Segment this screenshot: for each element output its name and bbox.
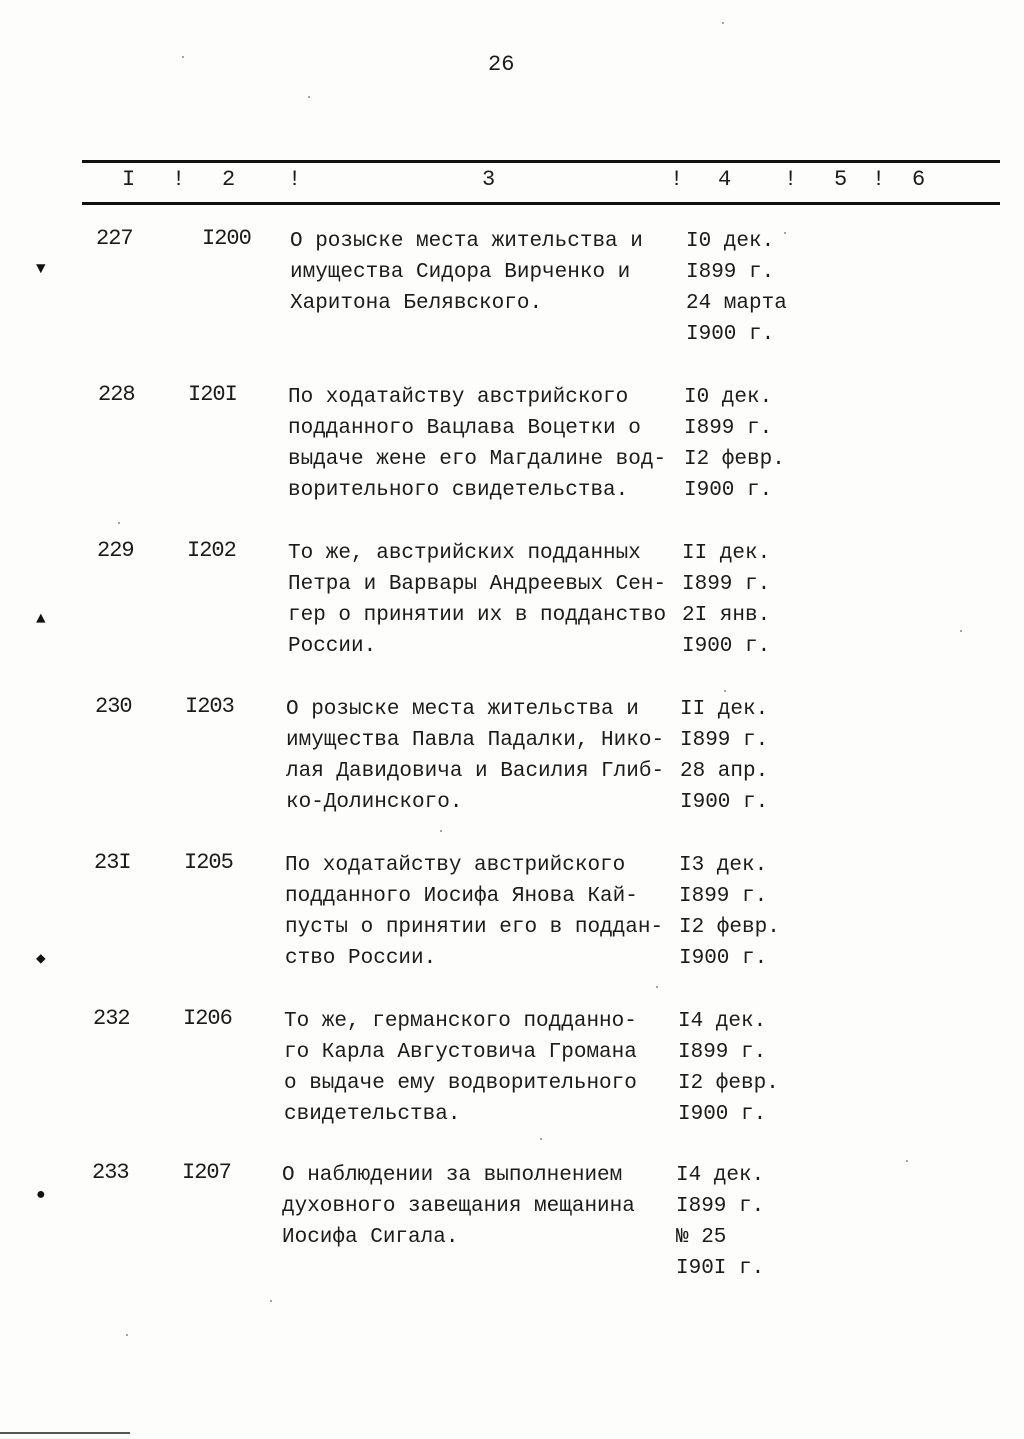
case-dates: II дек. I899 г. 2I янв. I900 г.: [682, 542, 771, 658]
scan-speck: [906, 1160, 908, 1162]
header-separator-2: !: [288, 167, 302, 192]
row-number: 227: [96, 226, 133, 251]
row-number: 232: [93, 1006, 130, 1031]
scan-speck: [118, 522, 120, 524]
header-col-6: 6: [912, 167, 926, 192]
file-number: I205: [184, 850, 233, 875]
scan-speck: [656, 986, 658, 988]
scan-speck: [960, 630, 962, 632]
header-top-rule: [82, 160, 1000, 163]
table-row: [0, 538, 1024, 688]
header-bottom-rule: [82, 202, 1000, 205]
case-dates: I4 дек. I899 г. I2 февр. I900 г.: [678, 1010, 779, 1126]
table-row: [0, 1006, 1024, 1156]
footer-edge-line: [0, 1432, 130, 1434]
case-title: То же, австрийских подданных Петра и Варвары Андреевых Сен- гер о принятии их в подданство России.: [288, 542, 667, 658]
file-number: I200: [202, 226, 251, 251]
table-row: [0, 1160, 1024, 1310]
scan-speck: [724, 690, 726, 692]
case-dates: I0 дек. I899 г. I2 февр. I900 г.: [684, 386, 785, 502]
binding-hole-mark: ▼: [36, 260, 46, 278]
header-col-1: I: [122, 167, 136, 192]
row-number: 230: [95, 694, 132, 719]
header-separator-4: !: [784, 167, 798, 192]
binding-hole-mark: ●: [36, 1186, 46, 1204]
header-separator-5: !: [872, 167, 886, 192]
scan-speck: [722, 22, 724, 24]
case-title: По ходатайству австрийского подданного Иосифа Янова Кай- пусты о принятии его в поддан- ство России.: [285, 854, 664, 970]
header-col-5: 5: [834, 167, 848, 192]
row-number: 23I: [94, 850, 131, 875]
scan-speck: [182, 56, 184, 58]
table-row: [0, 382, 1024, 532]
case-title: О розыске места жительства и имущества Павла Падалки, Нико- лая Давидовича и Василия Глиб- ко-Долинского.: [286, 698, 665, 814]
scan-speck: [784, 232, 786, 234]
scan-speck: [540, 1138, 542, 1140]
file-number: I203: [185, 694, 234, 719]
table-row: [0, 694, 1024, 844]
scan-speck: [440, 830, 442, 832]
binding-hole-mark: ▲: [36, 610, 46, 628]
header-col-2: 2: [222, 167, 236, 192]
case-title: То же, германского подданно- го Карла Августовича Громана о выдаче ему водворительного свидетельства.: [284, 1010, 637, 1126]
row-number: 229: [97, 538, 134, 563]
file-number: I20I: [188, 382, 237, 407]
file-number: I202: [187, 538, 236, 563]
header-separator-3: !: [670, 167, 684, 192]
case-title: О наблюдении за выполнением духовного завещания мещанина Иосифа Сигала.: [282, 1164, 635, 1249]
page-number: 26: [488, 52, 515, 77]
case-title: По ходатайству австрийского подданного Вацлава Воцетки о выдаче жене его Магдалине вод- ворительного свидетельства.: [288, 386, 667, 502]
file-number: I206: [183, 1006, 232, 1031]
header-col-3: 3: [482, 167, 496, 192]
case-title: О розыске места жительства и имущества Сидора Вирченко и Харитона Белявского.: [290, 230, 643, 315]
case-dates: II дек. I899 г. 28 апр. I900 г.: [680, 698, 769, 814]
row-number: 233: [92, 1160, 129, 1185]
binding-hole-mark: ◆: [36, 950, 46, 968]
scan-speck: [308, 96, 310, 98]
file-number: I207: [182, 1160, 231, 1185]
case-dates: I4 дек. I899 г. № 25 I90I г.: [676, 1164, 765, 1280]
case-dates: I3 дек. I899 г. I2 февр. I900 г.: [679, 854, 780, 970]
table-row: [0, 226, 1024, 376]
row-number: 228: [98, 382, 135, 407]
header-separator-1: !: [172, 167, 186, 192]
scan-speck: [126, 1334, 128, 1336]
case-dates: I0 дек. I899 г. 24 марта I900 г.: [686, 230, 787, 346]
table-row: [0, 850, 1024, 1000]
header-col-4: 4: [718, 167, 732, 192]
scan-speck: [270, 1300, 272, 1302]
